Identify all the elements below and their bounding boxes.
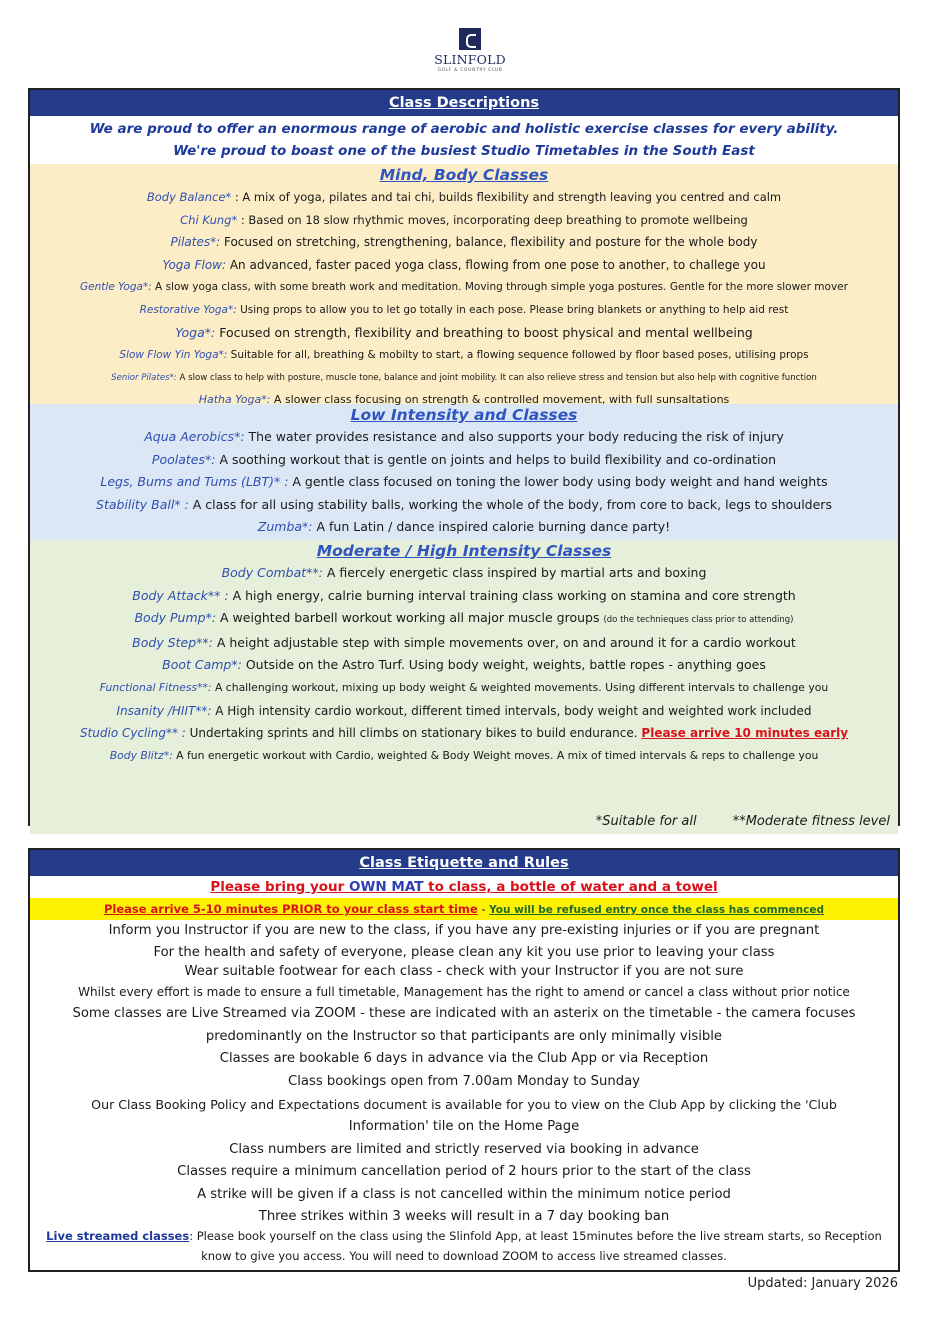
class-row xyxy=(30,449,898,472)
class-name: Poolates*: xyxy=(151,451,216,467)
class-name: Body Pump*: xyxy=(134,610,217,626)
class-desc: A High intensity cardio workout, different timed intervals, body weight and weighted work included xyxy=(215,703,812,718)
etiquette-title: Class Etiquette and Rules xyxy=(30,850,898,876)
class-name: Stability Ball* : xyxy=(96,496,189,512)
class-name: Senior Pilates*: xyxy=(111,372,177,383)
class-row xyxy=(30,322,898,345)
arrive-prior-text: Please arrive 5-10 minutes PRIOR to your class start time xyxy=(103,902,478,916)
class-row xyxy=(30,722,898,745)
mind-body-section xyxy=(30,164,898,407)
class-name: Pilates*: xyxy=(170,235,221,250)
class-row xyxy=(30,516,898,539)
rule-line: Classes are bookable 6 days in advance via the Club App or via Reception xyxy=(219,1051,709,1067)
class-desc: A slow class to help with posture, muscle tone, balance and joint mobility. It can also relieve stress and tension but also help with cognitive function xyxy=(179,372,817,383)
class-row xyxy=(30,367,898,390)
rule-line: predominantly on the Instructor so that participants are only minimally visible xyxy=(205,1028,723,1044)
rule-line: A strike will be given if a class is not cancelled within the minimum notice period xyxy=(197,1186,731,1202)
bring-mat-rule xyxy=(30,876,898,898)
intro-line: We're proud to boast one of the busiest Studio Timetables in the South East xyxy=(173,143,755,159)
class-row xyxy=(30,607,898,632)
class-desc: A height adjustable step with simple movements over, on and around it for a cardio workout xyxy=(216,634,796,650)
class-name: Yoga*: xyxy=(175,324,216,340)
rule-line: Some classes are Live Streamed via ZOOM - these are indicated with an asterix on the timetable - the camera focuses xyxy=(72,1006,856,1022)
class-row xyxy=(30,745,898,768)
class-name: Body Blitz*: xyxy=(109,748,173,762)
class-name: Slow Flow Yin Yoga*: xyxy=(119,349,228,362)
descriptions-title: Class Descriptions xyxy=(30,90,898,116)
own-mat-text: OWN MAT xyxy=(349,879,424,895)
class-name: Legs, Bums and Tums (LBT)* : xyxy=(100,474,289,490)
class-desc: Focused on strength, flexibility and breathing to boost physical and mental wellbeing xyxy=(219,324,753,340)
rule-line: Whilst every effort is made to ensure a full timetable, Management has the right to amend or cancel a class without prior notice xyxy=(78,984,850,999)
class-name: Aqua Aerobics*: xyxy=(144,429,245,444)
class-row xyxy=(30,471,898,494)
class-desc: A gentle class focused on toning the lower body using body weight and hand weights xyxy=(292,474,828,490)
class-row xyxy=(30,276,898,299)
descriptions-intro xyxy=(30,116,898,164)
class-row xyxy=(30,677,898,700)
class-name: Body Balance* xyxy=(146,190,232,204)
rule-line: Wear suitable footwear for each class - check with your Instructor if you are not sure xyxy=(184,963,744,979)
class-row xyxy=(30,209,898,232)
class-row xyxy=(30,299,898,322)
etiquette-panel xyxy=(28,848,900,1272)
class-desc: A fun Latin / dance inspired calorie burning dance party! xyxy=(316,519,671,535)
rule-line: Class numbers are limited and strictly reserved via booking in advance xyxy=(229,1141,699,1157)
class-desc: Suitable for all, breathing & mobilty to start, a flowing sequence followed by floor based poses, utilising props xyxy=(230,349,809,362)
class-desc: A class for all using stability balls, working the whole of the body, from core to back, legs to shoulders xyxy=(192,496,832,512)
class-desc: A high energy, calrie burning interval training class working on stamina and core strength xyxy=(232,587,796,603)
class-note: (do the technieques class prior to attending) xyxy=(603,615,794,626)
low-intensity-heading: Low Intensity and Classes xyxy=(350,406,578,424)
class-name: Restorative Yoga*: xyxy=(139,303,237,316)
class-row xyxy=(30,426,898,449)
rule-line: Information' tile on the Home Page xyxy=(348,1119,580,1135)
rule-line: Classes require a minimum cancellation period of 2 hours prior to the start of the class xyxy=(177,1164,751,1180)
class-desc: A fun energetic workout with Cardio, weighted & Body Weight moves. A mix of timed intervals & reps to challenge you xyxy=(176,748,819,762)
class-row xyxy=(30,632,898,655)
low-intensity-section xyxy=(30,404,898,540)
class-name: Chi Kung* xyxy=(180,212,238,227)
fitness-legend xyxy=(30,800,898,834)
class-desc: An advanced, faster paced yoga class, flowing from one pose to another, to challege you xyxy=(229,257,766,272)
class-row xyxy=(30,254,898,277)
intro-line: We are proud to offer an enormous range of aerobic and holistic exercise classes for every ability. xyxy=(89,121,839,137)
class-row xyxy=(30,585,898,608)
live-streamed-label: Live streamed classes xyxy=(46,1228,190,1243)
class-name: Boot Camp*: xyxy=(162,657,242,673)
class-row xyxy=(30,344,898,367)
rule-line: Our Class Booking Policy and Expectations document is available for you to view on the Club App by clicking the 'Club xyxy=(91,1096,837,1112)
logo-mark-icon xyxy=(459,28,481,50)
class-desc: A weighted barbell workout working all major muscle groups xyxy=(220,610,600,626)
moderate-high-section xyxy=(30,540,898,800)
class-name: Functional Fitness**: xyxy=(99,680,212,694)
class-name: Zumba*: xyxy=(257,519,313,535)
class-desc: A slower class focusing on strength & controlled movement, with full sunsaltations xyxy=(273,393,730,407)
class-row xyxy=(30,494,898,517)
arrive-prior-rule xyxy=(30,898,898,920)
mind-body-heading: Mind, Body Classes xyxy=(379,166,549,184)
class-desc: Undertaking sprints and hill climbs on stationary bikes to build endurance. xyxy=(189,726,638,741)
class-desc: A fiercely energetic class inspired by martial arts and boxing xyxy=(326,565,707,580)
mind-body-list xyxy=(30,186,898,412)
legend-suitable-all: *Suitable for all xyxy=(595,814,697,829)
class-name: Body Step**: xyxy=(132,634,213,650)
class-name: Studio Cycling** : xyxy=(79,726,186,741)
moderate-high-heading: Moderate / High Intensity Classes xyxy=(316,542,612,560)
class-row xyxy=(30,186,898,209)
class-desc: Outside on the Astro Turf. Using body weight, weights, battle ropes - anything goes xyxy=(245,657,766,673)
class-row xyxy=(30,654,898,677)
logo-subtitle: GOLF & COUNTRY CLUB xyxy=(437,68,503,73)
class-name: Hatha Yoga*: xyxy=(198,393,271,407)
arrive-early-alert: Please arrive 10 minutes early xyxy=(641,726,849,741)
rule-text: Please bring your xyxy=(210,879,350,895)
class-desc: : A mix of yoga, pilates and tai chi, builds flexibility and strength leaving you centred and calm xyxy=(234,190,782,204)
class-name: Body Combat**: xyxy=(221,565,323,580)
class-descriptions-panel xyxy=(28,88,900,829)
class-desc: Focused on stretching, strengthening, balance, flexibility and posture for the whole body xyxy=(223,235,758,250)
class-row xyxy=(30,700,898,723)
refused-entry-text: You will be refused entry once the class has commenced xyxy=(489,904,825,916)
class-desc: Using props to allow you to let go totally in each pose. Please bring blankets or anything to help aid rest xyxy=(240,303,789,316)
class-desc: A challenging workout, mixing up body weight & weighted movements. Using different intervals to challenge you xyxy=(214,680,829,694)
rules-list xyxy=(30,920,898,1226)
legend-moderate-fitness: **Moderate fitness level xyxy=(732,814,890,829)
rule-line: Three strikes within 3 weeks will result in a 7 day booking ban xyxy=(258,1208,670,1224)
rule-line: Inform you Instructor if you are new to the class, if you have any pre-existing injuries or if you are pregnant xyxy=(108,923,820,938)
class-desc: The water provides resistance and also supports your body reducing the risk of injury xyxy=(248,429,784,444)
rule-line: Class bookings open from 7.00am Monday to Sunday xyxy=(288,1073,640,1089)
rule-separator: - xyxy=(477,902,490,916)
live-streamed-text: : Please book yourself on the class using the Slinfold App, at least 15minutes before the live stream starts, so Reception know to give you access. You will need to download ZOOM to access live streamed classes. xyxy=(189,1228,882,1263)
class-name: Body Attack** : xyxy=(132,587,229,603)
logo-name: SLINFOLD xyxy=(434,52,506,67)
class-desc: A slow yoga class, with some breath work and meditation. Moving through simple yoga postures. Gentle for the more slower mover xyxy=(155,281,848,294)
updated-date: Updated: January 2026 xyxy=(747,1276,898,1291)
rule-line: For the health and safety of everyone, please clean any kit you use prior to leaving your class xyxy=(153,944,775,960)
class-name: Gentle Yoga*: xyxy=(80,281,152,294)
class-row xyxy=(30,562,898,585)
rule-text: to class, a bottle of water and a towel xyxy=(423,879,718,895)
live-streamed-note xyxy=(30,1226,898,1266)
class-desc: A soothing workout that is gentle on joints and helps to build flexibility and co-ordination xyxy=(219,451,777,467)
class-desc: : Based on 18 slow rhythmic moves, incorporating deep breathing to promote wellbeing xyxy=(240,212,748,227)
club-logo xyxy=(418,28,522,84)
class-name: Insanity /HIIT**: xyxy=(116,703,212,718)
class-name: Yoga Flow: xyxy=(162,257,227,272)
class-row xyxy=(30,231,898,254)
